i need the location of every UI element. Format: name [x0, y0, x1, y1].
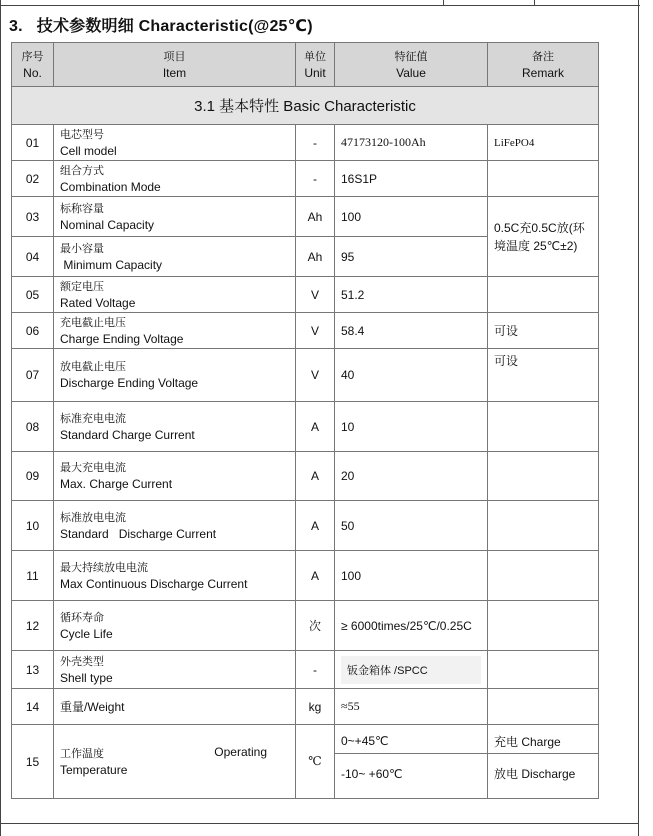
row-no: 11	[12, 551, 54, 601]
row-no: 06	[12, 313, 54, 349]
row-unit: -	[296, 125, 335, 161]
row-unit: Ah	[296, 197, 335, 237]
section-heading	[9, 13, 313, 36]
row-item: 标准放电电流 Standard Discharge Current	[54, 501, 296, 551]
row-unit: -	[296, 651, 335, 689]
row-unit: A	[296, 452, 335, 501]
row-unit: -	[296, 161, 335, 197]
section-title: 技术参数明细 Characteristic(@25℃)	[36, 18, 313, 35]
row-remark	[488, 689, 599, 725]
characteristic-table	[11, 42, 599, 799]
row-value: ≈55	[335, 689, 488, 725]
row-remark: LiFePO4	[488, 125, 599, 161]
row-no: 10	[12, 501, 54, 551]
row-remark	[488, 501, 599, 551]
row-value: 20	[335, 452, 488, 501]
page-bottom-rule	[0, 823, 639, 824]
row-item: 外壳类型 Shell type	[54, 651, 296, 689]
row-value: 100	[335, 197, 488, 237]
table-row	[12, 125, 599, 161]
capacity-remark: 0.5C充0.5C放(环境温度 25℃±2)	[488, 197, 599, 277]
row-unit: A	[296, 402, 335, 452]
row-item: 最小容量 Minimum Capacity	[54, 237, 296, 277]
row-no: 12	[12, 601, 54, 651]
row-no: 13	[12, 651, 54, 689]
row-no: 05	[12, 277, 54, 313]
row-item: 放电截止电压 Discharge Ending Voltage	[54, 349, 296, 402]
row-item: 工作温度 Temperature Operating	[54, 725, 296, 799]
row-remark: 可设	[488, 313, 599, 349]
row-value: 58.4	[335, 313, 488, 349]
row-item: 标称容量 Nominal Capacity	[54, 197, 296, 237]
section-number: 3.	[9, 18, 23, 35]
discharge-remark: 放电 Discharge	[494, 767, 576, 781]
table-row	[12, 501, 599, 551]
discharge-temp-value: -10~ +60℃	[341, 766, 403, 781]
row-no: 08	[12, 402, 54, 452]
row-value: ≥ 6000times/25℃/0.25C	[335, 601, 488, 651]
row-item: 最大充电电流 Max. Charge Current	[54, 452, 296, 501]
col-unit: 单位 Unit	[296, 43, 335, 87]
col-value: 特征值 Value	[335, 43, 488, 87]
row-unit: A	[296, 501, 335, 551]
row-no: 04	[12, 237, 54, 277]
row-no: 03	[12, 197, 54, 237]
row-value: 10	[335, 402, 488, 452]
row-unit: ℃	[296, 725, 335, 799]
table-header-row	[12, 43, 599, 87]
col-item: 项目 Item	[54, 43, 296, 87]
row-value: 47173120-100Ah	[335, 125, 488, 161]
table-row	[12, 551, 599, 601]
row-item: 重量/Weight	[54, 689, 296, 725]
row-unit: 次	[296, 601, 335, 651]
row-no: 07	[12, 349, 54, 402]
section-label: 3.1 基本特性 Basic Characteristic	[12, 87, 599, 125]
page-right-rule	[638, 0, 639, 836]
row-unit: V	[296, 313, 335, 349]
table-row	[12, 651, 599, 689]
row-no: 09	[12, 452, 54, 501]
row-value	[335, 725, 488, 799]
previous-table-edge	[0, 0, 653, 6]
table-row	[12, 313, 599, 349]
row-no: 01	[12, 125, 54, 161]
row-value: 40	[335, 349, 488, 402]
row-unit: V	[296, 277, 335, 313]
row-remark	[488, 452, 599, 501]
row-unit: Ah	[296, 237, 335, 277]
row-value: 95	[335, 237, 488, 277]
table-row	[12, 197, 599, 237]
row-unit: A	[296, 551, 335, 601]
row-remark	[488, 551, 599, 601]
col-remark: 备注 Remark	[488, 43, 599, 87]
table-row	[12, 277, 599, 313]
row-value: 51.2	[335, 277, 488, 313]
row-item: 最大持续放电电流 Max Continuous Discharge Current	[54, 551, 296, 601]
table-row	[12, 601, 599, 651]
row-item: 电芯型号 Cell model	[54, 125, 296, 161]
row-no: 14	[12, 689, 54, 725]
row-value: 100	[335, 551, 488, 601]
row-unit: V	[296, 349, 335, 402]
row-value: 16S1P	[335, 161, 488, 197]
row-item: 充电截止电压 Charge Ending Voltage	[54, 313, 296, 349]
table-row	[12, 689, 599, 725]
charge-remark: 充电 Charge	[488, 730, 598, 754]
table-row	[12, 452, 599, 501]
row-remark: 可设	[488, 349, 599, 402]
row-item: 标准充电电流 Standard Charge Current	[54, 402, 296, 452]
table-row	[12, 349, 599, 402]
row-item: 组合方式 Combination Mode	[54, 161, 296, 197]
row-item: 循环寿命 Cycle Life	[54, 601, 296, 651]
row-value: 50	[335, 501, 488, 551]
row-remark	[488, 161, 599, 197]
table-row	[12, 161, 599, 197]
row-remark	[488, 402, 599, 452]
col-no: 序号 No.	[12, 43, 54, 87]
row-no: 15	[12, 725, 54, 799]
page-left-rule	[0, 0, 1, 836]
operating-label: Operating	[214, 745, 267, 759]
charge-temp-value: 0~+45℃	[335, 730, 487, 754]
row-remark	[488, 277, 599, 313]
row-value: 钣金箱体 /SPCC	[335, 651, 488, 689]
table-row	[12, 725, 599, 799]
row-remark	[488, 651, 599, 689]
table-row	[12, 402, 599, 452]
row-remark	[488, 601, 599, 651]
row-remark	[488, 725, 599, 799]
row-item: 额定电压 Rated Voltage	[54, 277, 296, 313]
row-unit: kg	[296, 689, 335, 725]
row-no: 02	[12, 161, 54, 197]
section-row	[12, 87, 599, 125]
